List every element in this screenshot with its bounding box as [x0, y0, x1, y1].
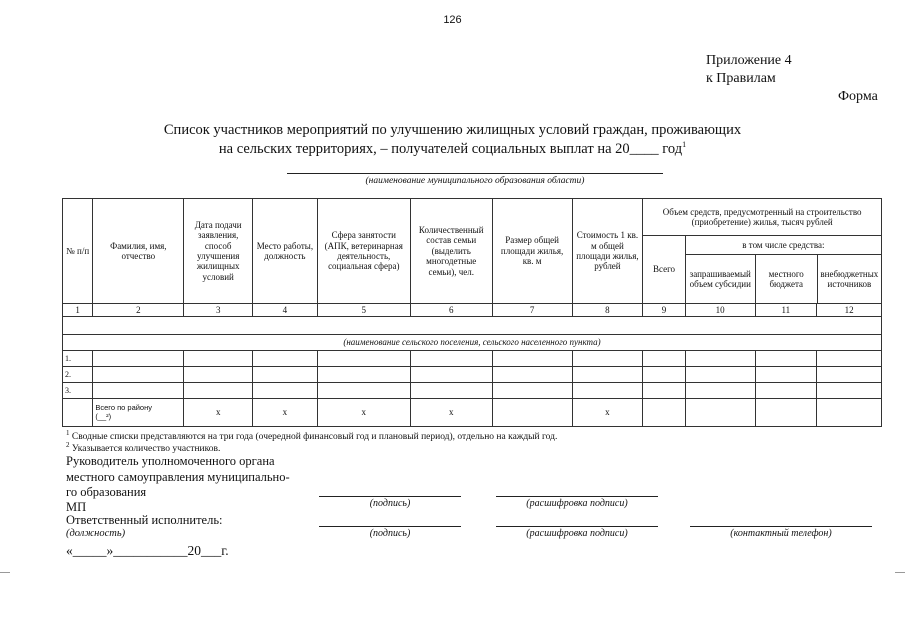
exec-phone-caption: (контактный телефон): [730, 528, 832, 539]
head-decode-line: [496, 496, 658, 497]
cut-mark-left: [0, 572, 10, 573]
x-mark: x: [572, 399, 643, 427]
header-sub-cols: [686, 255, 881, 303]
header-num: № п/п: [63, 199, 93, 304]
title-line-1: Список участников мероприятий по улучшению жилищных условий граждан, проживающих: [163, 122, 742, 138]
header-volume: Объем средств, предусмотренный на строительство (приобретение) жилья, тысяч рублей: [643, 199, 882, 236]
row-number: 1.: [63, 351, 93, 367]
x-mark: x: [253, 399, 318, 427]
exec-phone-line: [690, 526, 872, 527]
col-num: 4: [253, 304, 318, 317]
form-label: Форма: [838, 89, 878, 104]
col-num: 3: [184, 304, 253, 317]
row-number: 3.: [63, 383, 93, 399]
row-number: 2.: [63, 367, 93, 383]
title-line-2: [0, 140, 905, 158]
col-num: 6: [410, 304, 492, 317]
footnote-1-mark: 1: [66, 429, 70, 437]
header-subsidy: запрашиваемый объем субсидии: [686, 255, 756, 303]
header-total: Всего: [643, 236, 685, 304]
title-line-2-text: на сельских территориях, – получателей социальных выплат на 20____ год: [218, 140, 683, 157]
participants-table: [62, 198, 882, 427]
settlement-caption: (наименование сельского поселения, сельского населенного пункта): [63, 335, 882, 351]
header-name: Фамилия, имя, отчество: [93, 199, 184, 304]
date-line: «_____»___________20___г.: [66, 543, 229, 558]
head-line-3: го образования: [66, 485, 147, 499]
col-num: 10: [685, 304, 755, 317]
col-num: 7: [492, 304, 572, 317]
header-family: Количественный состав семьи (выделить многодетные семьи), чел.: [410, 199, 492, 304]
x-mark: x: [317, 399, 410, 427]
exec-decode-line: [496, 526, 658, 527]
blank-row: [63, 317, 882, 335]
header-sphere: Сфера занятости (АПК, ветеринарная деятельность, социальная сфера): [317, 199, 410, 304]
header-incl-block: [685, 236, 881, 304]
col-num: 9: [643, 304, 685, 317]
head-decode-caption: (расшифровка подписи): [526, 498, 628, 509]
position-caption: (должность): [66, 528, 126, 539]
col-num: 11: [755, 304, 817, 317]
col-num: 5: [317, 304, 410, 317]
footnote-2: [66, 441, 220, 454]
x-mark: x: [410, 399, 492, 427]
exec-sign-caption: (подпись): [369, 528, 411, 539]
column-number-row: [63, 304, 882, 317]
footnote-1-text: Сводные списки представляются на три года (очередной финансовый год и плановый период), отдельно на каждый год.: [71, 432, 558, 443]
page-number: 126: [443, 14, 462, 26]
table-row: [63, 367, 882, 383]
footnote-2-mark: 2: [66, 441, 70, 449]
header-local: местного бюджета: [756, 255, 818, 303]
total-label-cell: [93, 399, 184, 427]
x-mark: x: [184, 399, 253, 427]
exec-sign-line: [319, 526, 461, 527]
col-num: 2: [93, 304, 184, 317]
col-num: 1: [63, 304, 93, 317]
municipality-caption: (наименование муниципального образования области): [365, 176, 585, 186]
executor-label: Ответственный исполнитель:: [66, 513, 223, 527]
head-line-1: Руководитель уполномоченного органа: [66, 454, 275, 468]
header-extra: внебюджетных источников: [820, 268, 879, 289]
mp-label: МП: [66, 500, 87, 514]
cut-mark-right: [895, 572, 905, 573]
municipality-line: [287, 173, 663, 174]
appendix-line-2: к Правилам: [706, 71, 776, 86]
header-work: Место работы, должность: [253, 199, 318, 304]
total-row: [63, 399, 882, 427]
head-sign-line: [319, 496, 461, 497]
table-row: [63, 351, 882, 367]
table-row: [63, 383, 882, 399]
exec-decode-caption: (расшифровка подписи): [526, 528, 628, 539]
col-num: 8: [572, 304, 643, 317]
header-cost: Стоимость 1 кв. м общей площади жилья, рублей: [572, 199, 643, 304]
head-sign-caption: (подпись): [369, 498, 411, 509]
header-incl: в том числе средства:: [686, 236, 881, 255]
header-date: Дата подачи заявления, способ улучшения жилищных условий: [184, 199, 253, 304]
col-num: 12: [817, 304, 882, 317]
title-footnote-mark: 1: [682, 140, 687, 149]
appendix-line-1: Приложение 4: [706, 53, 792, 68]
total-label: Всего по району: [95, 402, 152, 412]
head-line-2: местного самоуправления муниципально-: [66, 470, 290, 484]
header-area: Размер общей площади жилья, кв. м: [492, 199, 572, 304]
footnote-2-text: Указывается количество участников.: [71, 444, 221, 455]
total-sub: (__²): [95, 411, 112, 421]
